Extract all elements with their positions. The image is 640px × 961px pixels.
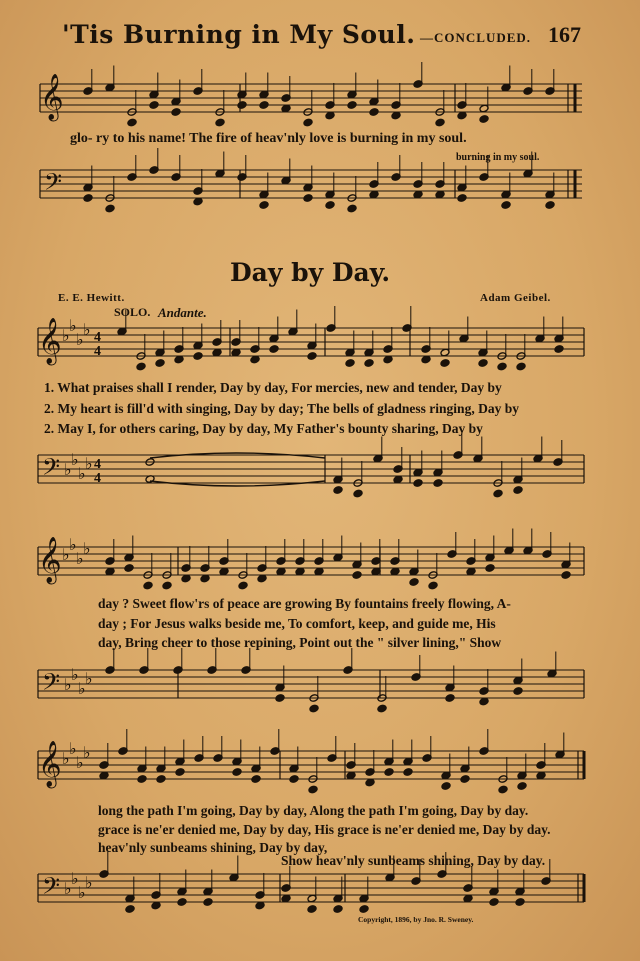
- note-head: [501, 201, 511, 210]
- treble-clef: 𝄞: [40, 74, 64, 120]
- note-head: [136, 362, 146, 371]
- note-head: [295, 567, 305, 576]
- note-head: [303, 118, 313, 127]
- bass-clef: 𝄢: [42, 668, 61, 701]
- note-head: [409, 578, 419, 587]
- flat-sign: ♭: [64, 879, 72, 898]
- concluded-label: —CONCLUDED.: [420, 30, 532, 45]
- note-head: [127, 118, 137, 127]
- note-head: [281, 894, 291, 903]
- note-head: [251, 775, 261, 784]
- note-head: [516, 362, 526, 371]
- note-head: [479, 115, 489, 124]
- note-head: [536, 771, 546, 780]
- note-head: [445, 694, 455, 703]
- note-head: [314, 567, 324, 576]
- note-head: [479, 697, 489, 706]
- note-head: [276, 567, 286, 576]
- note-head: [383, 355, 393, 364]
- copyright-notice: Copyright, 1896, by Jno. R. Sweney.: [358, 915, 474, 924]
- note-head: [403, 768, 413, 777]
- flat-sign: ♭: [71, 665, 79, 684]
- tempo-marking: Andante.: [158, 305, 207, 320]
- note-head: [250, 355, 260, 364]
- page-number: 167: [548, 22, 581, 47]
- flat-sign: ♭: [78, 464, 86, 483]
- note-head: [545, 201, 555, 210]
- note-head: [203, 898, 213, 907]
- song-title-burning: 'Tis Burning in My Soul.: [62, 20, 416, 49]
- time-signature: 4: [94, 457, 101, 472]
- note-head: [466, 567, 476, 576]
- note-head: [289, 775, 299, 784]
- time-signature: 4: [94, 471, 101, 486]
- note-head: [303, 194, 313, 203]
- note-head: [478, 359, 488, 368]
- section1-lyric: glo- ry to his name! The fire of heav'nly love is burning in my soul.: [70, 131, 467, 146]
- note-head: [174, 355, 184, 364]
- note-head: [435, 118, 445, 127]
- note-head: [517, 782, 527, 791]
- treble-clef: 𝄞: [38, 537, 62, 583]
- note-head: [175, 768, 185, 777]
- bass-staff-1: [40, 170, 582, 198]
- note-head: [485, 564, 495, 573]
- note-head: [193, 352, 203, 361]
- s2-verse1: day ? Sweet flow'rs of peace are growing By fountains freely flowing, A-: [98, 596, 511, 611]
- treble-clef: 𝄞: [38, 318, 62, 364]
- note-head: [212, 348, 222, 357]
- note-head: [497, 362, 507, 371]
- note-head: [307, 352, 317, 361]
- flat-sign: ♭: [71, 450, 79, 469]
- note-head: [143, 581, 153, 590]
- note-head: [493, 489, 503, 498]
- note-head: [353, 489, 363, 498]
- note-head: [384, 768, 394, 777]
- note-head: [200, 574, 210, 583]
- flat-sign: ♭: [78, 679, 86, 698]
- note-head: [457, 194, 467, 203]
- note-head: [561, 571, 571, 580]
- note-head: [269, 345, 279, 354]
- note-head: [307, 905, 317, 914]
- note-head: [489, 898, 499, 907]
- s3-verse3a: heav'nly sunbeams shining, Day by day,: [98, 840, 328, 855]
- note-head: [333, 905, 343, 914]
- flat-sign: ♭: [62, 749, 70, 768]
- note-head: [369, 190, 379, 199]
- note-head: [177, 898, 187, 907]
- composer-credit: Adam Geibel.: [480, 292, 551, 304]
- s2-verse2: day ; For Jesus walks beside me, To comfort, keep, and guide me, His: [98, 616, 496, 631]
- bass-staff-3: [38, 670, 584, 698]
- flat-sign: ♭: [62, 545, 70, 564]
- note-head: [390, 567, 400, 576]
- note-head: [308, 785, 318, 794]
- time-signature: 4: [94, 330, 101, 345]
- note-head: [365, 778, 375, 787]
- note-head: [391, 111, 401, 120]
- treble-staff-3: [38, 547, 584, 575]
- note-head: [309, 704, 319, 713]
- note-head: [333, 486, 343, 495]
- note-head: [428, 581, 438, 590]
- note-head: [413, 190, 423, 199]
- s1-verse1: 1. What praises shall I render, Day by day, For mercies, new and tender, Day by: [44, 380, 502, 395]
- note-head: [151, 901, 161, 910]
- note-head: [513, 687, 523, 696]
- song-title-day-by-day: Day by Day.: [230, 258, 391, 287]
- note-head: [237, 101, 247, 110]
- note-head: [259, 201, 269, 210]
- author-credit: E. E. Hewitt.: [58, 292, 125, 304]
- note-head: [124, 564, 134, 573]
- flat-sign: ♭: [64, 460, 72, 479]
- note-head: [498, 785, 508, 794]
- flat-sign: ♭: [64, 675, 72, 694]
- bass-clef: 𝄢: [42, 453, 61, 486]
- note-head: [155, 359, 165, 368]
- note-head: [421, 355, 431, 364]
- flat-sign: ♭: [71, 869, 79, 888]
- note-head: [231, 348, 241, 357]
- flat-sign: ♭: [76, 753, 84, 772]
- note-head: [281, 104, 291, 113]
- note-head: [433, 479, 443, 488]
- s1-verse3: 2. May I, for others caring, Day by day, My Father's bounty sharing, Day by: [44, 421, 483, 436]
- note-head: [105, 567, 115, 576]
- s3-verse2: grace is ne'er denied me, Day by day, His grace is ne'er denied me, Day by day.: [98, 822, 551, 837]
- note-head: [215, 118, 225, 127]
- flat-sign: ♭: [69, 316, 77, 335]
- flat-sign: ♭: [85, 669, 93, 688]
- note-head: [347, 204, 357, 213]
- note-head: [162, 581, 172, 590]
- flat-sign: ♭: [76, 330, 84, 349]
- note-head: [457, 111, 467, 120]
- note-head: [352, 571, 362, 580]
- flat-sign: ♭: [69, 535, 77, 554]
- s2-verse3: day, Bring cheer to those repining, Point out the " silver lining," Show: [98, 635, 502, 650]
- note-head: [513, 486, 523, 495]
- note-head: [257, 574, 267, 583]
- note-head: [275, 694, 285, 703]
- note-head: [359, 905, 369, 914]
- bass-staff-4: [38, 874, 584, 902]
- note-head: [219, 567, 229, 576]
- section1-bass-cue: burning in my soul.: [456, 152, 540, 163]
- note-head: [259, 101, 269, 110]
- note-head: [156, 775, 166, 784]
- note-head: [554, 345, 564, 354]
- solo-marking: SOLO.: [114, 305, 151, 319]
- note-head: [460, 775, 470, 784]
- time-signature: 4: [94, 344, 101, 359]
- note-head: [346, 771, 356, 780]
- flat-sign: ♭: [78, 883, 86, 902]
- note-head: [440, 359, 450, 368]
- treble-clef: 𝄞: [38, 741, 62, 787]
- note-head: [441, 782, 451, 791]
- s1-verse2: 2. My heart is fill'd with singing, Day by day; The bells of gladness ringing, Day by: [44, 401, 519, 416]
- note-head: [413, 479, 423, 488]
- note-head: [347, 101, 357, 110]
- note-head: [125, 905, 135, 914]
- flat-sign: ♭: [62, 326, 70, 345]
- note-head: [377, 704, 387, 713]
- note-head: [193, 197, 203, 206]
- note-head: [232, 768, 242, 777]
- flat-sign: ♭: [76, 549, 84, 568]
- note-head: [238, 581, 248, 590]
- note-head: [325, 111, 335, 120]
- note-head: [435, 190, 445, 199]
- flat-sign: ♭: [85, 873, 93, 892]
- note-head: [369, 108, 379, 117]
- note-head: [181, 574, 191, 583]
- flat-sign: ♭: [83, 743, 91, 762]
- s3-verse1: long the path I'm going, Day by day, Along the path I'm going, Day by day.: [98, 803, 529, 818]
- note-head: [515, 898, 525, 907]
- note-head: [105, 204, 115, 213]
- flat-sign: ♭: [83, 539, 91, 558]
- note-head: [463, 894, 473, 903]
- flat-sign: ♭: [85, 454, 93, 473]
- note-head: [325, 201, 335, 210]
- note-head: [255, 901, 265, 910]
- treble-staff-1: [40, 84, 582, 112]
- flat-sign: ♭: [69, 739, 77, 758]
- note-head: [171, 108, 181, 117]
- note-head: [345, 359, 355, 368]
- note-head: [83, 194, 93, 203]
- note-head: [149, 101, 159, 110]
- bass-clef: 𝄢: [42, 872, 61, 905]
- note-head: [137, 775, 147, 784]
- note-head: [364, 359, 374, 368]
- flat-sign: ♭: [83, 320, 91, 339]
- note-head: [99, 771, 109, 780]
- note-head: [393, 475, 403, 484]
- treble-staff-4: [38, 751, 584, 779]
- bass-clef: 𝄢: [44, 168, 63, 201]
- s3-verse3b: Show heav'nly sunbeams shining, Day by day.: [281, 853, 546, 868]
